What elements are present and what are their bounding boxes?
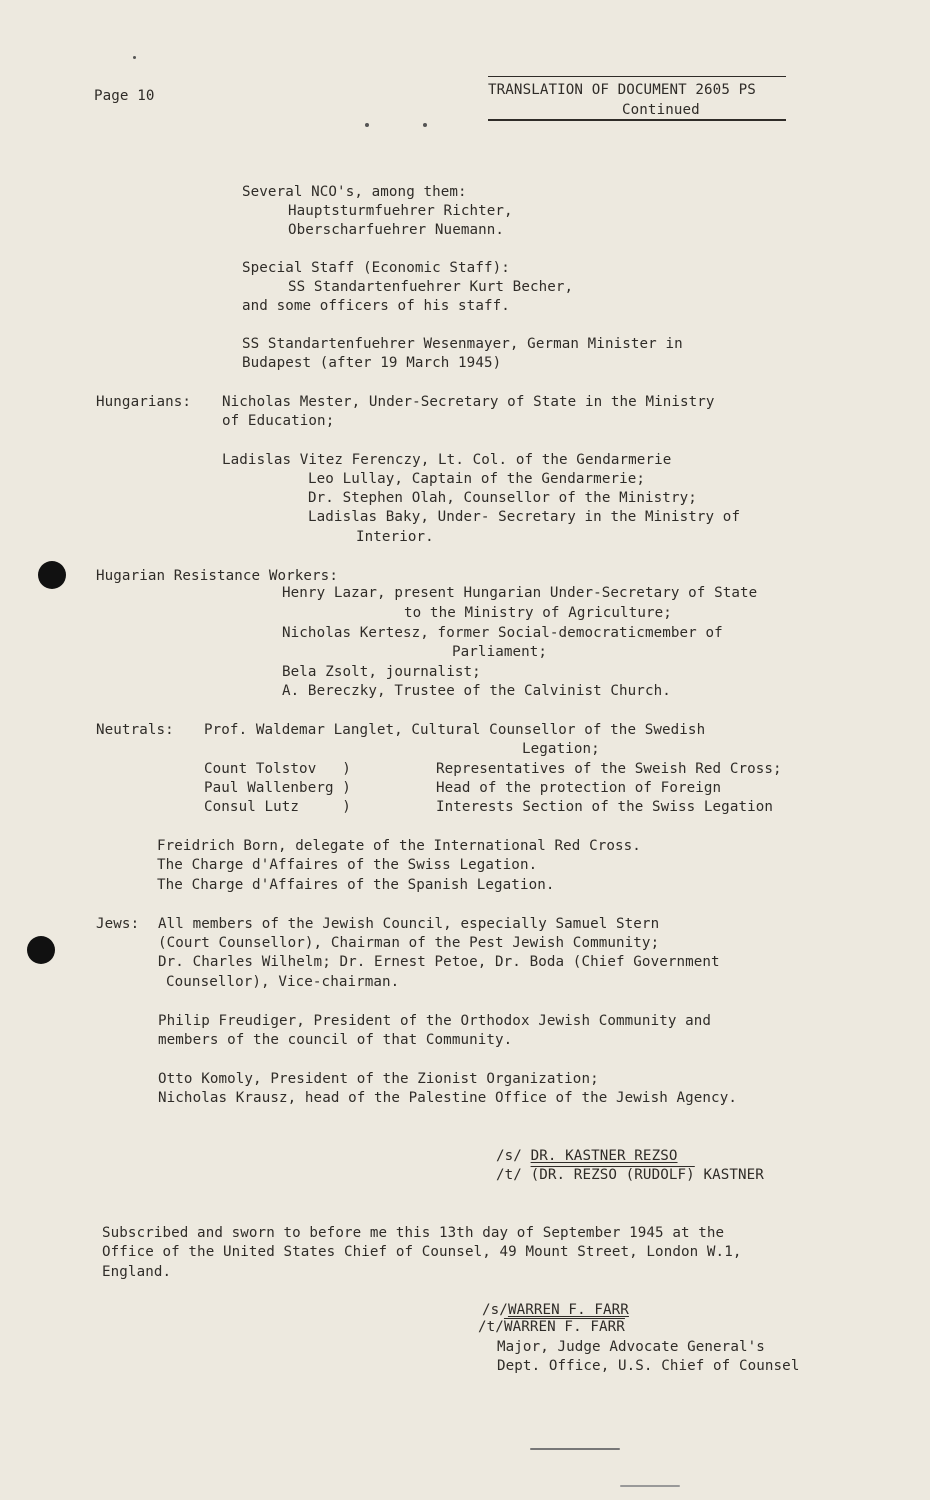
officer-signature-name: WARREN F. FARR (507, 1302, 629, 1318)
council-line: Counsellor), Vice-chairman. (166, 974, 400, 990)
neutral-name: Paul Wallenberg ) (204, 780, 351, 796)
doc-title: TRANSLATION OF DOCUMENT 2605 PS (488, 82, 756, 98)
neutral-role: Head of the protection of Foreign (436, 780, 722, 796)
typed-prefix: /t/ (496, 1167, 522, 1183)
hungarians-label: Hungarians: (96, 394, 192, 410)
kertesz-line: Parliament; (452, 644, 548, 660)
lullay-line: Leo Lullay, Captain of the Gendarmerie; (308, 471, 646, 487)
neutral-role: Interests Section of the Swiss Legation (436, 799, 774, 815)
resistance-label: Hugarian Resistance Workers: (96, 568, 338, 584)
krausz-line: Nicholas Krausz, head of the Palestine Office of the Jewish Agency. (158, 1090, 737, 1106)
signature-prefix: /s/ (496, 1148, 522, 1164)
born-line: Freidrich Born, delegate of the International Red Cross. (157, 838, 641, 854)
swiss-charge-line: The Charge d'Affaires of the Swiss Legation. (157, 857, 538, 873)
ncos-intro: Several NCO's, among them: (242, 184, 467, 200)
faint-mark (530, 1448, 620, 1450)
doc-subtitle: Continued (622, 102, 700, 118)
mester-line: of Education; (222, 413, 335, 429)
spanish-charge-line: The Charge d'Affaires of the Spanish Legation. (157, 877, 555, 893)
page-number: Page 10 (94, 88, 155, 104)
council-line: Dr. Charles Wilhelm; Dr. Ernest Petoe, Dr. Boda (Chief Government (158, 954, 720, 970)
speck (423, 123, 427, 127)
special-staff-member: SS Standartenfuehrer Kurt Becher, (288, 279, 574, 295)
signature-s-line (496, 1146, 678, 1166)
special-staff-tail: and some officers of his staff. (242, 298, 510, 314)
oath-line: Subscribed and sworn to before me this 13th day of September 1945 at the (102, 1225, 725, 1241)
freudiger-line: Philip Freudiger, President of the Orthodox Jewish Community and (158, 1013, 712, 1029)
wesenmayer-line: SS Standartenfuehrer Wesenmayer, German Minister in (242, 336, 683, 352)
neutral-role: Representatives of the Sweish Red Cross; (436, 761, 782, 777)
officer-rank: Major, Judge Advocate General's (497, 1339, 765, 1355)
freudiger-line: members of the council of that Community. (158, 1032, 513, 1048)
nco-name: Oberscharfuehrer Nuemann. (288, 222, 505, 238)
council-line: All members of the Jewish Council, especially Samuel Stern (158, 916, 660, 932)
ferenczy-line: Ladislas Vitez Ferenczy, Lt. Col. of the Gendarmerie (222, 452, 672, 468)
signature-t-line (496, 1165, 764, 1185)
komoly-line: Otto Komoly, President of the Zionist Organization; (158, 1071, 599, 1087)
title-rule-bottom (488, 119, 786, 121)
speck (365, 123, 369, 127)
langlet-line: Legation; (522, 741, 600, 757)
officer-typed-prefix: /t/ (478, 1319, 504, 1335)
lazar-line: to the Ministry of Agriculture; (404, 605, 672, 621)
special-staff-intro: Special Staff (Economic Staff): (242, 260, 510, 276)
punch-hole-bottom (27, 936, 55, 964)
kertesz-line: Nicholas Kertesz, former Social-democraticmember of (282, 625, 723, 641)
lazar-line: Henry Lazar, present Hungarian Under-Secretary of State (282, 585, 758, 601)
speck (133, 56, 136, 59)
faint-mark (620, 1485, 680, 1487)
mester-line: Nicholas Mester, Under-Secretary of State in the Ministry (222, 394, 715, 410)
neutral-name: Consul Lutz ) (204, 799, 351, 815)
baky-line: Ladislas Baky, Under- Secretary in the Ministry of (308, 509, 741, 525)
olah-line: Dr. Stephen Olah, Counsellor of the Ministry; (308, 490, 697, 506)
officer-typed-name: WARREN F. FARR (503, 1319, 625, 1335)
officer-t-line (478, 1317, 625, 1337)
bereczky-line: A. Bereczky, Trustee of the Calvinist Church. (282, 683, 671, 699)
council-line: (Court Counsellor), Chairman of the Pest Jewish Community; (158, 935, 660, 951)
baky-line: Interior. (356, 529, 434, 545)
oath-line: Office of the United States Chief of Counsel, 49 Mount Street, London W.1, (102, 1244, 742, 1260)
typed-name-suffix: KASTNER (694, 1167, 764, 1183)
neutrals-label: Neutrals: (96, 722, 174, 738)
title-rule-top (488, 76, 786, 77)
langlet-line: Prof. Waldemar Langlet, Cultural Counsellor of the Swedish (204, 722, 706, 738)
typed-name: (DR. REZSO (RUDOLF) (530, 1167, 695, 1183)
nco-name: Hauptsturmfuehrer Richter, (288, 203, 513, 219)
punch-hole-top (38, 561, 66, 589)
officer-office: Dept. Office, U.S. Chief of Counsel (497, 1358, 800, 1374)
jews-label: Jews: (96, 916, 140, 932)
neutral-name: Count Tolstov ) (204, 761, 351, 777)
zsolt-line: Bela Zsolt, journalist; (282, 664, 481, 680)
officer-signature-prefix: /s/ (482, 1302, 508, 1318)
wesenmayer-line: Budapest (after 19 March 1945) (242, 355, 502, 371)
oath-line: England. (102, 1264, 172, 1280)
signature-name: DR. KASTNER REZSO (530, 1148, 678, 1164)
